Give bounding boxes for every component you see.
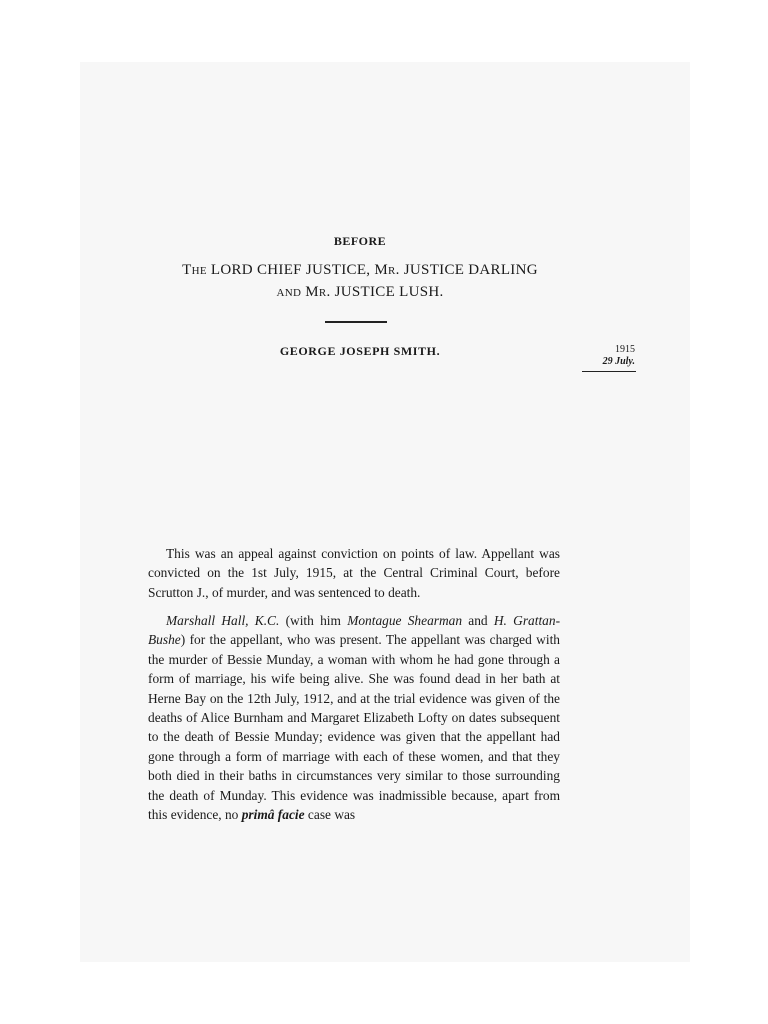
- margin-year: 1915: [615, 344, 635, 355]
- judges-and: and: [276, 284, 302, 300]
- judges-darling: JUSTICE DARLING: [399, 262, 538, 278]
- margin-note: [580, 344, 635, 368]
- counsel-marshall-hall: Marshall Hall, K.C.: [166, 613, 280, 628]
- judges-lcj: LORD CHIEF JUSTICE,: [206, 262, 375, 278]
- judges-line-1: [80, 259, 640, 281]
- case-name: GEORGE JOSEPH SMITH.: [279, 344, 441, 358]
- before-heading: BEFORE: [333, 234, 387, 248]
- judges-mr-2: Mr.: [305, 284, 331, 300]
- judges-the: The: [182, 262, 207, 278]
- judges-line-2: [80, 281, 640, 303]
- judges-lush: JUSTICE LUSH.: [330, 284, 444, 300]
- paragraph-argument: [148, 611, 560, 824]
- argument-text-4: case was: [304, 807, 356, 823]
- argument-text-2: and: [462, 613, 494, 628]
- judges-mr-1: Mr.: [374, 262, 400, 278]
- heading-divider: [325, 321, 387, 323]
- margin-date: 29 July.: [602, 356, 635, 367]
- counsel-grattan-bushe: H. Grattan-Bushe: [148, 613, 561, 648]
- latin-prima-facie: primâ facie: [241, 807, 305, 823]
- judges-heading: [80, 259, 640, 303]
- document-page: [80, 62, 690, 962]
- argument-text-3: ) for the appellant, who was present. The appellant was charged with the murder of Bessie Munday, a woman with whom he had gone through a form of marriage, his wife being alive. She was found dead in her bath at Herne Bay on the 12th July, 1912, and at the trial evidence was given of the deaths of Alice Burnham and Margaret Elizabeth Lofty on dates subsequent to the death of Bessie Munday; evidence was given that the appellant had gone through a form of marriage with each of these women, and that they both died in their baths in circumstances very similar to those surrounding the death of Munday. This evidence was inadmissible because, apart from this evidence, no: [148, 632, 560, 823]
- paragraph-appeal: This was an appeal against conviction on points of law. Appellant was convicted on the 1st July, 1915, at the Central Criminal Court, before Scrutton J., of murder, and was sentenced to death.: [148, 546, 560, 600]
- margin-rule: [582, 371, 636, 372]
- counsel-shearman: Montague Shearman: [347, 613, 463, 628]
- argument-text-1: (with him: [279, 613, 348, 628]
